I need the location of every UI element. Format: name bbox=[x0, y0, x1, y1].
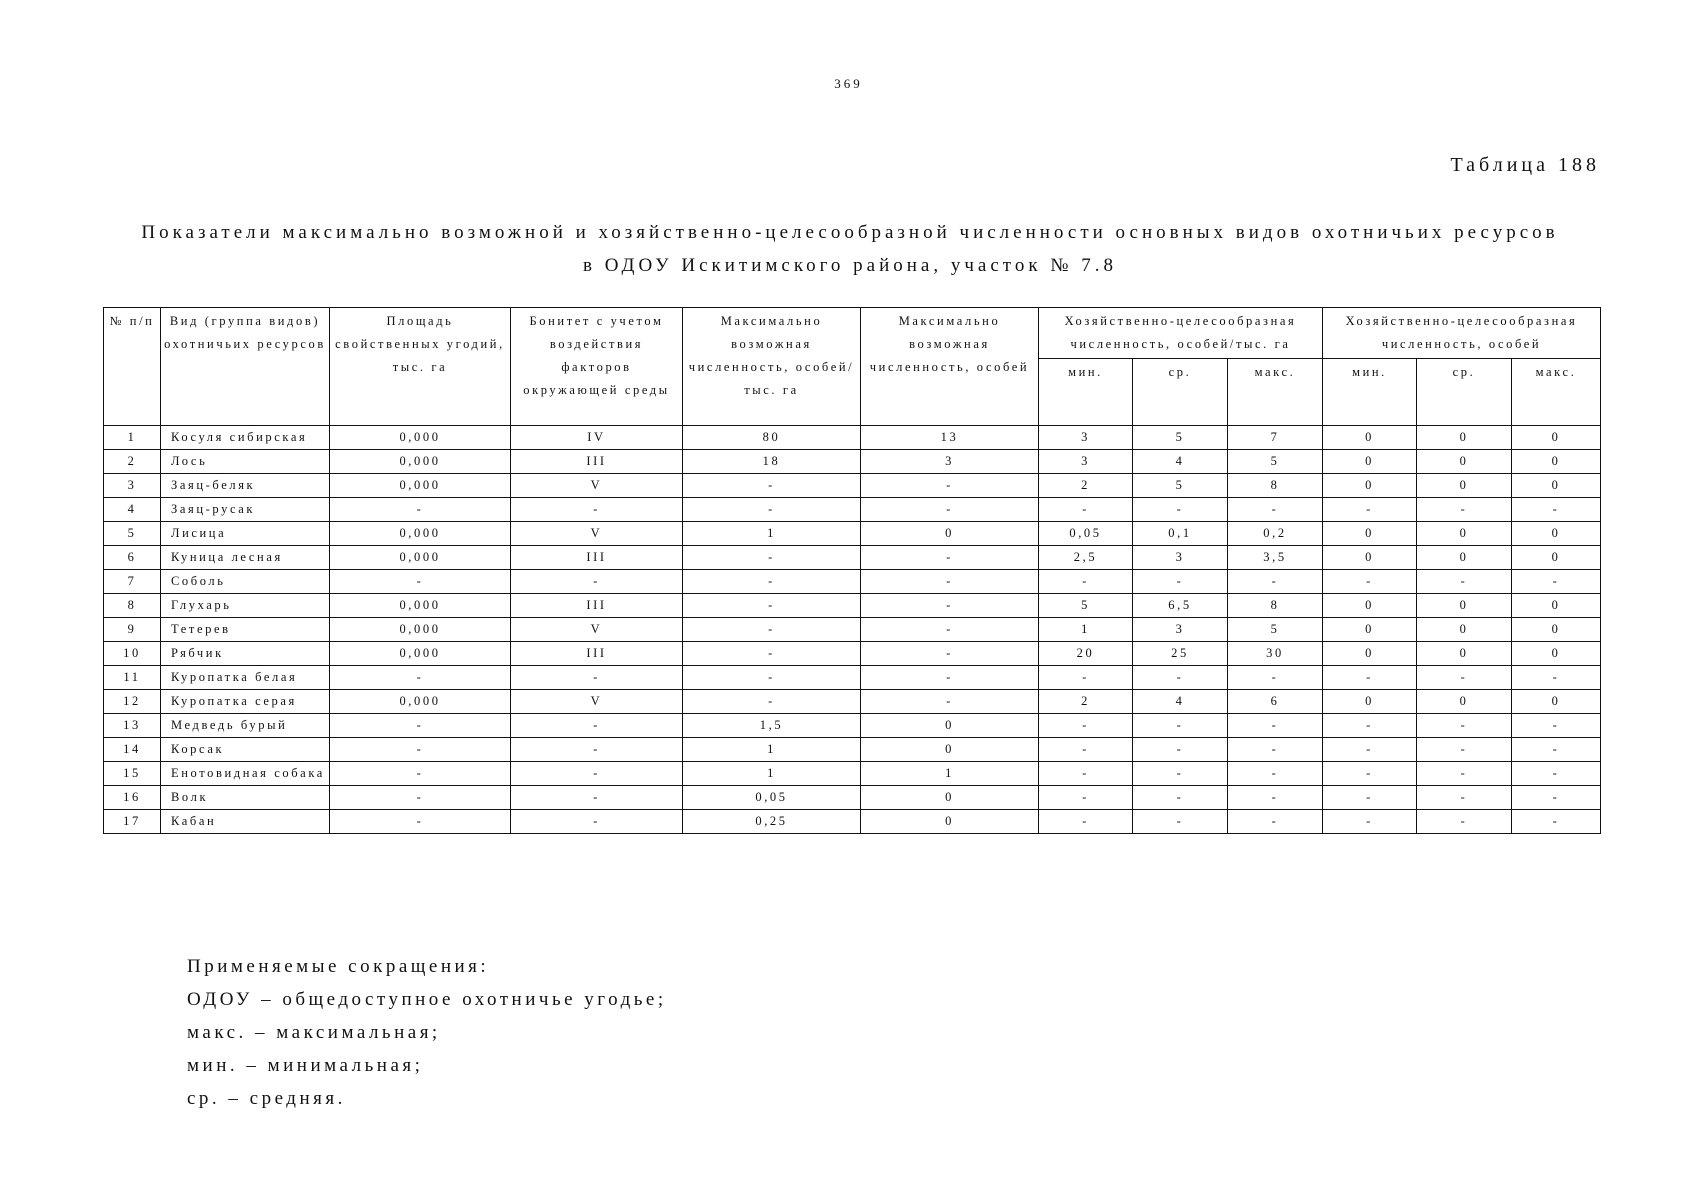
cell-num: 8 bbox=[104, 594, 161, 618]
abbreviations-notes bbox=[187, 950, 667, 1115]
table-title-line-2: в ОДОУ Искитимского района, участок № 7.8 bbox=[583, 255, 1117, 276]
cell-area: 0,000 bbox=[330, 522, 511, 546]
cell-max-count: 13 bbox=[861, 426, 1039, 450]
cell-econ-density-avg: 25 bbox=[1133, 642, 1228, 666]
cell-econ-count-max: - bbox=[1512, 810, 1601, 834]
cell-max-count: - bbox=[861, 570, 1039, 594]
cell-species: Тетерев bbox=[161, 618, 330, 642]
table-row bbox=[104, 618, 1601, 642]
cell-max-count: 3 bbox=[861, 450, 1039, 474]
cell-econ-count-max: - bbox=[1512, 738, 1601, 762]
cell-species: Енотовидная собака bbox=[161, 762, 330, 786]
cell-econ-density-avg: - bbox=[1133, 786, 1228, 810]
cell-econ-count-max: - bbox=[1512, 666, 1601, 690]
header-econ-density: Хозяйственно-целесообразная численность, особей/тыс. га bbox=[1039, 308, 1323, 359]
cell-area: - bbox=[330, 738, 511, 762]
cell-econ-density-max: 7 bbox=[1228, 426, 1323, 450]
cell-econ-density-max: - bbox=[1228, 570, 1323, 594]
cell-econ-count-min: - bbox=[1323, 666, 1417, 690]
cell-bonitet: - bbox=[511, 762, 683, 786]
cell-econ-density-avg: 0,1 bbox=[1133, 522, 1228, 546]
cell-econ-count-avg: 0 bbox=[1417, 690, 1512, 714]
header-econ-density-min: мин. bbox=[1039, 359, 1133, 426]
cell-species: Заяц-беляк bbox=[161, 474, 330, 498]
cell-econ-count-avg: - bbox=[1417, 714, 1512, 738]
table-row bbox=[104, 450, 1601, 474]
cell-species: Куропатка белая bbox=[161, 666, 330, 690]
cell-max-count: - bbox=[861, 642, 1039, 666]
cell-bonitet: - bbox=[511, 714, 683, 738]
cell-bonitet: IV bbox=[511, 426, 683, 450]
cell-econ-density-max: 5 bbox=[1228, 450, 1323, 474]
cell-num: 9 bbox=[104, 618, 161, 642]
cell-econ-count-max: - bbox=[1512, 570, 1601, 594]
cell-econ-density-min: 2 bbox=[1039, 690, 1133, 714]
cell-econ-count-avg: 0 bbox=[1417, 618, 1512, 642]
cell-econ-count-avg: - bbox=[1417, 498, 1512, 522]
page-number: 369 bbox=[834, 76, 863, 91]
cell-econ-density-min: - bbox=[1039, 498, 1133, 522]
cell-area: - bbox=[330, 714, 511, 738]
cell-max-count: 1 bbox=[861, 762, 1039, 786]
cell-num: 3 bbox=[104, 474, 161, 498]
cell-econ-density-max: 8 bbox=[1228, 594, 1323, 618]
cell-area: - bbox=[330, 786, 511, 810]
cell-econ-count-min: 0 bbox=[1323, 426, 1417, 450]
cell-species: Кабан bbox=[161, 810, 330, 834]
header-num: № п/п bbox=[104, 308, 161, 426]
header-species: Вид (группа видов) охотничьих ресурсов bbox=[161, 308, 330, 426]
cell-max-density: - bbox=[683, 570, 861, 594]
cell-econ-count-min: - bbox=[1323, 762, 1417, 786]
cell-max-density: - bbox=[683, 474, 861, 498]
cell-area: 0,000 bbox=[330, 450, 511, 474]
cell-bonitet: - bbox=[511, 810, 683, 834]
cell-bonitet: V bbox=[511, 690, 683, 714]
cell-area: - bbox=[330, 498, 511, 522]
cell-econ-density-max: - bbox=[1228, 498, 1323, 522]
cell-econ-count-max: - bbox=[1512, 714, 1601, 738]
cell-max-density: 0,25 bbox=[683, 810, 861, 834]
cell-area: 0,000 bbox=[330, 618, 511, 642]
cell-econ-count-min: - bbox=[1323, 498, 1417, 522]
table-row bbox=[104, 714, 1601, 738]
cell-max-density: - bbox=[683, 498, 861, 522]
header-econ-density-max: макс. bbox=[1228, 359, 1323, 426]
cell-econ-count-avg: - bbox=[1417, 570, 1512, 594]
cell-econ-density-min: 3 bbox=[1039, 450, 1133, 474]
cell-econ-count-avg: 0 bbox=[1417, 474, 1512, 498]
cell-econ-count-max: - bbox=[1512, 786, 1601, 810]
note-item: макс. – максимальная; bbox=[187, 1022, 441, 1043]
cell-max-density: - bbox=[683, 642, 861, 666]
header-econ-density-avg: ср. bbox=[1133, 359, 1228, 426]
cell-econ-count-min: 0 bbox=[1323, 546, 1417, 570]
notes-heading: Применяемые сокращения: bbox=[187, 956, 490, 977]
cell-max-count: - bbox=[861, 546, 1039, 570]
cell-max-density: - bbox=[683, 690, 861, 714]
cell-econ-density-min: - bbox=[1039, 570, 1133, 594]
cell-bonitet: - bbox=[511, 666, 683, 690]
header-econ-count: Хозяйственно-целесообразная численность, особей bbox=[1323, 308, 1601, 359]
cell-econ-count-avg: - bbox=[1417, 810, 1512, 834]
cell-econ-density-max: - bbox=[1228, 762, 1323, 786]
cell-bonitet: V bbox=[511, 618, 683, 642]
cell-econ-density-max: 5 bbox=[1228, 618, 1323, 642]
header-area: Площадь свойственных угодий, тыс. га bbox=[330, 308, 511, 426]
cell-econ-density-avg: 5 bbox=[1133, 474, 1228, 498]
cell-econ-density-avg: - bbox=[1133, 498, 1228, 522]
cell-econ-density-min: 2,5 bbox=[1039, 546, 1133, 570]
cell-econ-count-avg: - bbox=[1417, 666, 1512, 690]
data-table bbox=[103, 307, 1601, 834]
cell-econ-count-avg: 0 bbox=[1417, 546, 1512, 570]
cell-econ-density-min: 2 bbox=[1039, 474, 1133, 498]
cell-num: 5 bbox=[104, 522, 161, 546]
cell-econ-count-avg: 0 bbox=[1417, 522, 1512, 546]
cell-area: 0,000 bbox=[330, 474, 511, 498]
cell-bonitet: V bbox=[511, 474, 683, 498]
cell-species: Корсак bbox=[161, 738, 330, 762]
cell-econ-count-max: 0 bbox=[1512, 642, 1601, 666]
cell-econ-density-max: - bbox=[1228, 738, 1323, 762]
cell-econ-count-max: 0 bbox=[1512, 594, 1601, 618]
header-row-main bbox=[104, 308, 1601, 359]
cell-max-density: 18 bbox=[683, 450, 861, 474]
table-row bbox=[104, 426, 1601, 450]
cell-num: 16 bbox=[104, 786, 161, 810]
cell-bonitet: III bbox=[511, 546, 683, 570]
cell-econ-density-min: - bbox=[1039, 714, 1133, 738]
cell-econ-density-min: - bbox=[1039, 738, 1133, 762]
table-row bbox=[104, 498, 1601, 522]
cell-econ-count-min: 0 bbox=[1323, 642, 1417, 666]
cell-econ-count-max: 0 bbox=[1512, 546, 1601, 570]
table-row bbox=[104, 762, 1601, 786]
header-econ-count-max: макс. bbox=[1512, 359, 1601, 426]
cell-econ-count-min: 0 bbox=[1323, 594, 1417, 618]
cell-econ-count-max: 0 bbox=[1512, 618, 1601, 642]
cell-max-count: - bbox=[861, 690, 1039, 714]
cell-max-count: - bbox=[861, 618, 1039, 642]
cell-econ-count-avg: - bbox=[1417, 762, 1512, 786]
cell-econ-count-min: 0 bbox=[1323, 522, 1417, 546]
cell-area: 0,000 bbox=[330, 594, 511, 618]
cell-area: 0,000 bbox=[330, 546, 511, 570]
cell-econ-density-avg: - bbox=[1133, 738, 1228, 762]
table-row bbox=[104, 474, 1601, 498]
cell-species: Лисица bbox=[161, 522, 330, 546]
cell-max-density: 0,05 bbox=[683, 786, 861, 810]
cell-econ-density-min: 3 bbox=[1039, 426, 1133, 450]
cell-max-count: 0 bbox=[861, 738, 1039, 762]
cell-econ-density-max: 8 bbox=[1228, 474, 1323, 498]
cell-econ-density-avg: 3 bbox=[1133, 618, 1228, 642]
header-bonitet: Бонитет с учетом воздействия факторов окружающей среды bbox=[511, 308, 683, 426]
cell-num: 14 bbox=[104, 738, 161, 762]
cell-species: Медведь бурый bbox=[161, 714, 330, 738]
header-max-density: Максимально возможная численность, особей/тыс. га bbox=[683, 308, 861, 426]
header-econ-count-min: мин. bbox=[1323, 359, 1417, 426]
cell-econ-density-max: - bbox=[1228, 714, 1323, 738]
cell-max-count: 0 bbox=[861, 714, 1039, 738]
header-econ-count-avg: ср. bbox=[1417, 359, 1512, 426]
cell-econ-count-avg: - bbox=[1417, 786, 1512, 810]
cell-bonitet: III bbox=[511, 594, 683, 618]
cell-econ-count-max: - bbox=[1512, 498, 1601, 522]
cell-num: 6 bbox=[104, 546, 161, 570]
table-row bbox=[104, 786, 1601, 810]
cell-area: 0,000 bbox=[330, 690, 511, 714]
cell-area: - bbox=[330, 762, 511, 786]
cell-econ-count-max: 0 bbox=[1512, 450, 1601, 474]
cell-bonitet: - bbox=[511, 498, 683, 522]
cell-econ-count-max: - bbox=[1512, 762, 1601, 786]
cell-species: Соболь bbox=[161, 570, 330, 594]
cell-area: - bbox=[330, 666, 511, 690]
cell-bonitet: III bbox=[511, 450, 683, 474]
cell-econ-density-min: 5 bbox=[1039, 594, 1133, 618]
cell-max-density: - bbox=[683, 594, 861, 618]
cell-econ-density-min: - bbox=[1039, 786, 1133, 810]
cell-econ-count-max: 0 bbox=[1512, 426, 1601, 450]
cell-bonitet: - bbox=[511, 738, 683, 762]
cell-species: Куница лесная bbox=[161, 546, 330, 570]
cell-econ-density-avg: - bbox=[1133, 666, 1228, 690]
cell-num: 13 bbox=[104, 714, 161, 738]
cell-econ-count-min: 0 bbox=[1323, 474, 1417, 498]
table-row bbox=[104, 666, 1601, 690]
cell-econ-density-avg: - bbox=[1133, 810, 1228, 834]
cell-num: 7 bbox=[104, 570, 161, 594]
cell-econ-density-avg: - bbox=[1133, 762, 1228, 786]
cell-econ-count-max: 0 bbox=[1512, 474, 1601, 498]
cell-bonitet: V bbox=[511, 522, 683, 546]
table-title bbox=[100, 216, 1600, 282]
cell-num: 17 bbox=[104, 810, 161, 834]
cell-econ-density-avg: 5 bbox=[1133, 426, 1228, 450]
cell-num: 2 bbox=[104, 450, 161, 474]
table-row bbox=[104, 522, 1601, 546]
cell-species: Лось bbox=[161, 450, 330, 474]
cell-econ-count-min: - bbox=[1323, 738, 1417, 762]
cell-econ-count-avg: - bbox=[1417, 738, 1512, 762]
cell-econ-count-avg: 0 bbox=[1417, 642, 1512, 666]
table-row bbox=[104, 642, 1601, 666]
cell-econ-density-min: - bbox=[1039, 810, 1133, 834]
cell-econ-count-min: 0 bbox=[1323, 690, 1417, 714]
cell-econ-density-min: 0,05 bbox=[1039, 522, 1133, 546]
cell-econ-density-min: 1 bbox=[1039, 618, 1133, 642]
table-body bbox=[104, 426, 1601, 834]
cell-num: 12 bbox=[104, 690, 161, 714]
table-row bbox=[104, 810, 1601, 834]
cell-area: 0,000 bbox=[330, 426, 511, 450]
cell-max-count: 0 bbox=[861, 786, 1039, 810]
cell-bonitet: - bbox=[511, 570, 683, 594]
cell-area: - bbox=[330, 810, 511, 834]
cell-econ-density-avg: 6,5 bbox=[1133, 594, 1228, 618]
cell-num: 10 bbox=[104, 642, 161, 666]
cell-econ-density-max: 3,5 bbox=[1228, 546, 1323, 570]
cell-num: 15 bbox=[104, 762, 161, 786]
note-item: ср. – средняя. bbox=[187, 1088, 346, 1109]
table-row bbox=[104, 594, 1601, 618]
cell-num: 11 bbox=[104, 666, 161, 690]
cell-econ-density-avg: - bbox=[1133, 714, 1228, 738]
cell-econ-count-max: 0 bbox=[1512, 690, 1601, 714]
cell-num: 4 bbox=[104, 498, 161, 522]
cell-species: Косуля сибирская bbox=[161, 426, 330, 450]
cell-econ-density-max: 30 bbox=[1228, 642, 1323, 666]
cell-max-density: 80 bbox=[683, 426, 861, 450]
cell-bonitet: III bbox=[511, 642, 683, 666]
cell-max-density: - bbox=[683, 618, 861, 642]
table-title-line-1: Показатели максимально возможной и хозяйственно-целесообразной численности основных видов охотничьих ресурсов bbox=[141, 222, 1559, 243]
cell-max-density: 1,5 bbox=[683, 714, 861, 738]
cell-species: Глухарь bbox=[161, 594, 330, 618]
table-label: Таблица 188 bbox=[1450, 154, 1600, 176]
cell-bonitet: - bbox=[511, 786, 683, 810]
cell-econ-density-max: - bbox=[1228, 810, 1323, 834]
cell-species: Куропатка серая bbox=[161, 690, 330, 714]
cell-econ-count-min: 0 bbox=[1323, 618, 1417, 642]
cell-max-density: - bbox=[683, 666, 861, 690]
note-item: мин. – минимальная; bbox=[187, 1055, 424, 1076]
cell-econ-density-max: - bbox=[1228, 786, 1323, 810]
cell-area: - bbox=[330, 570, 511, 594]
cell-econ-count-min: - bbox=[1323, 810, 1417, 834]
cell-econ-density-max: - bbox=[1228, 666, 1323, 690]
cell-econ-count-min: - bbox=[1323, 786, 1417, 810]
table-row bbox=[104, 546, 1601, 570]
table-row bbox=[104, 690, 1601, 714]
cell-econ-density-min: 20 bbox=[1039, 642, 1133, 666]
cell-max-count: - bbox=[861, 498, 1039, 522]
cell-econ-count-avg: 0 bbox=[1417, 450, 1512, 474]
cell-econ-count-min: - bbox=[1323, 570, 1417, 594]
cell-econ-count-min: - bbox=[1323, 714, 1417, 738]
table-row bbox=[104, 738, 1601, 762]
cell-area: 0,000 bbox=[330, 642, 511, 666]
cell-max-count: - bbox=[861, 666, 1039, 690]
cell-max-count: - bbox=[861, 474, 1039, 498]
cell-econ-count-min: 0 bbox=[1323, 450, 1417, 474]
cell-econ-count-avg: 0 bbox=[1417, 426, 1512, 450]
cell-max-count: 0 bbox=[861, 522, 1039, 546]
note-item: ОДОУ – общедоступное охотничье угодье; bbox=[187, 989, 667, 1010]
cell-econ-density-max: 6 bbox=[1228, 690, 1323, 714]
cell-econ-density-avg: 4 bbox=[1133, 690, 1228, 714]
cell-max-density: - bbox=[683, 546, 861, 570]
header-max-count: Максимально возможная численность, особей bbox=[861, 308, 1039, 426]
cell-species: Заяц-русак bbox=[161, 498, 330, 522]
cell-max-density: 1 bbox=[683, 522, 861, 546]
cell-species: Рябчик bbox=[161, 642, 330, 666]
cell-max-density: 1 bbox=[683, 762, 861, 786]
cell-species: Волк bbox=[161, 786, 330, 810]
cell-econ-density-min: - bbox=[1039, 666, 1133, 690]
cell-max-density: 1 bbox=[683, 738, 861, 762]
cell-econ-density-avg: 3 bbox=[1133, 546, 1228, 570]
cell-econ-density-avg: - bbox=[1133, 570, 1228, 594]
cell-econ-density-avg: 4 bbox=[1133, 450, 1228, 474]
cell-max-count: 0 bbox=[861, 810, 1039, 834]
cell-max-count: - bbox=[861, 594, 1039, 618]
cell-econ-density-max: 0,2 bbox=[1228, 522, 1323, 546]
table-row bbox=[104, 570, 1601, 594]
cell-econ-density-min: - bbox=[1039, 762, 1133, 786]
cell-econ-count-avg: 0 bbox=[1417, 594, 1512, 618]
cell-econ-count-max: 0 bbox=[1512, 522, 1601, 546]
cell-num: 1 bbox=[104, 426, 161, 450]
